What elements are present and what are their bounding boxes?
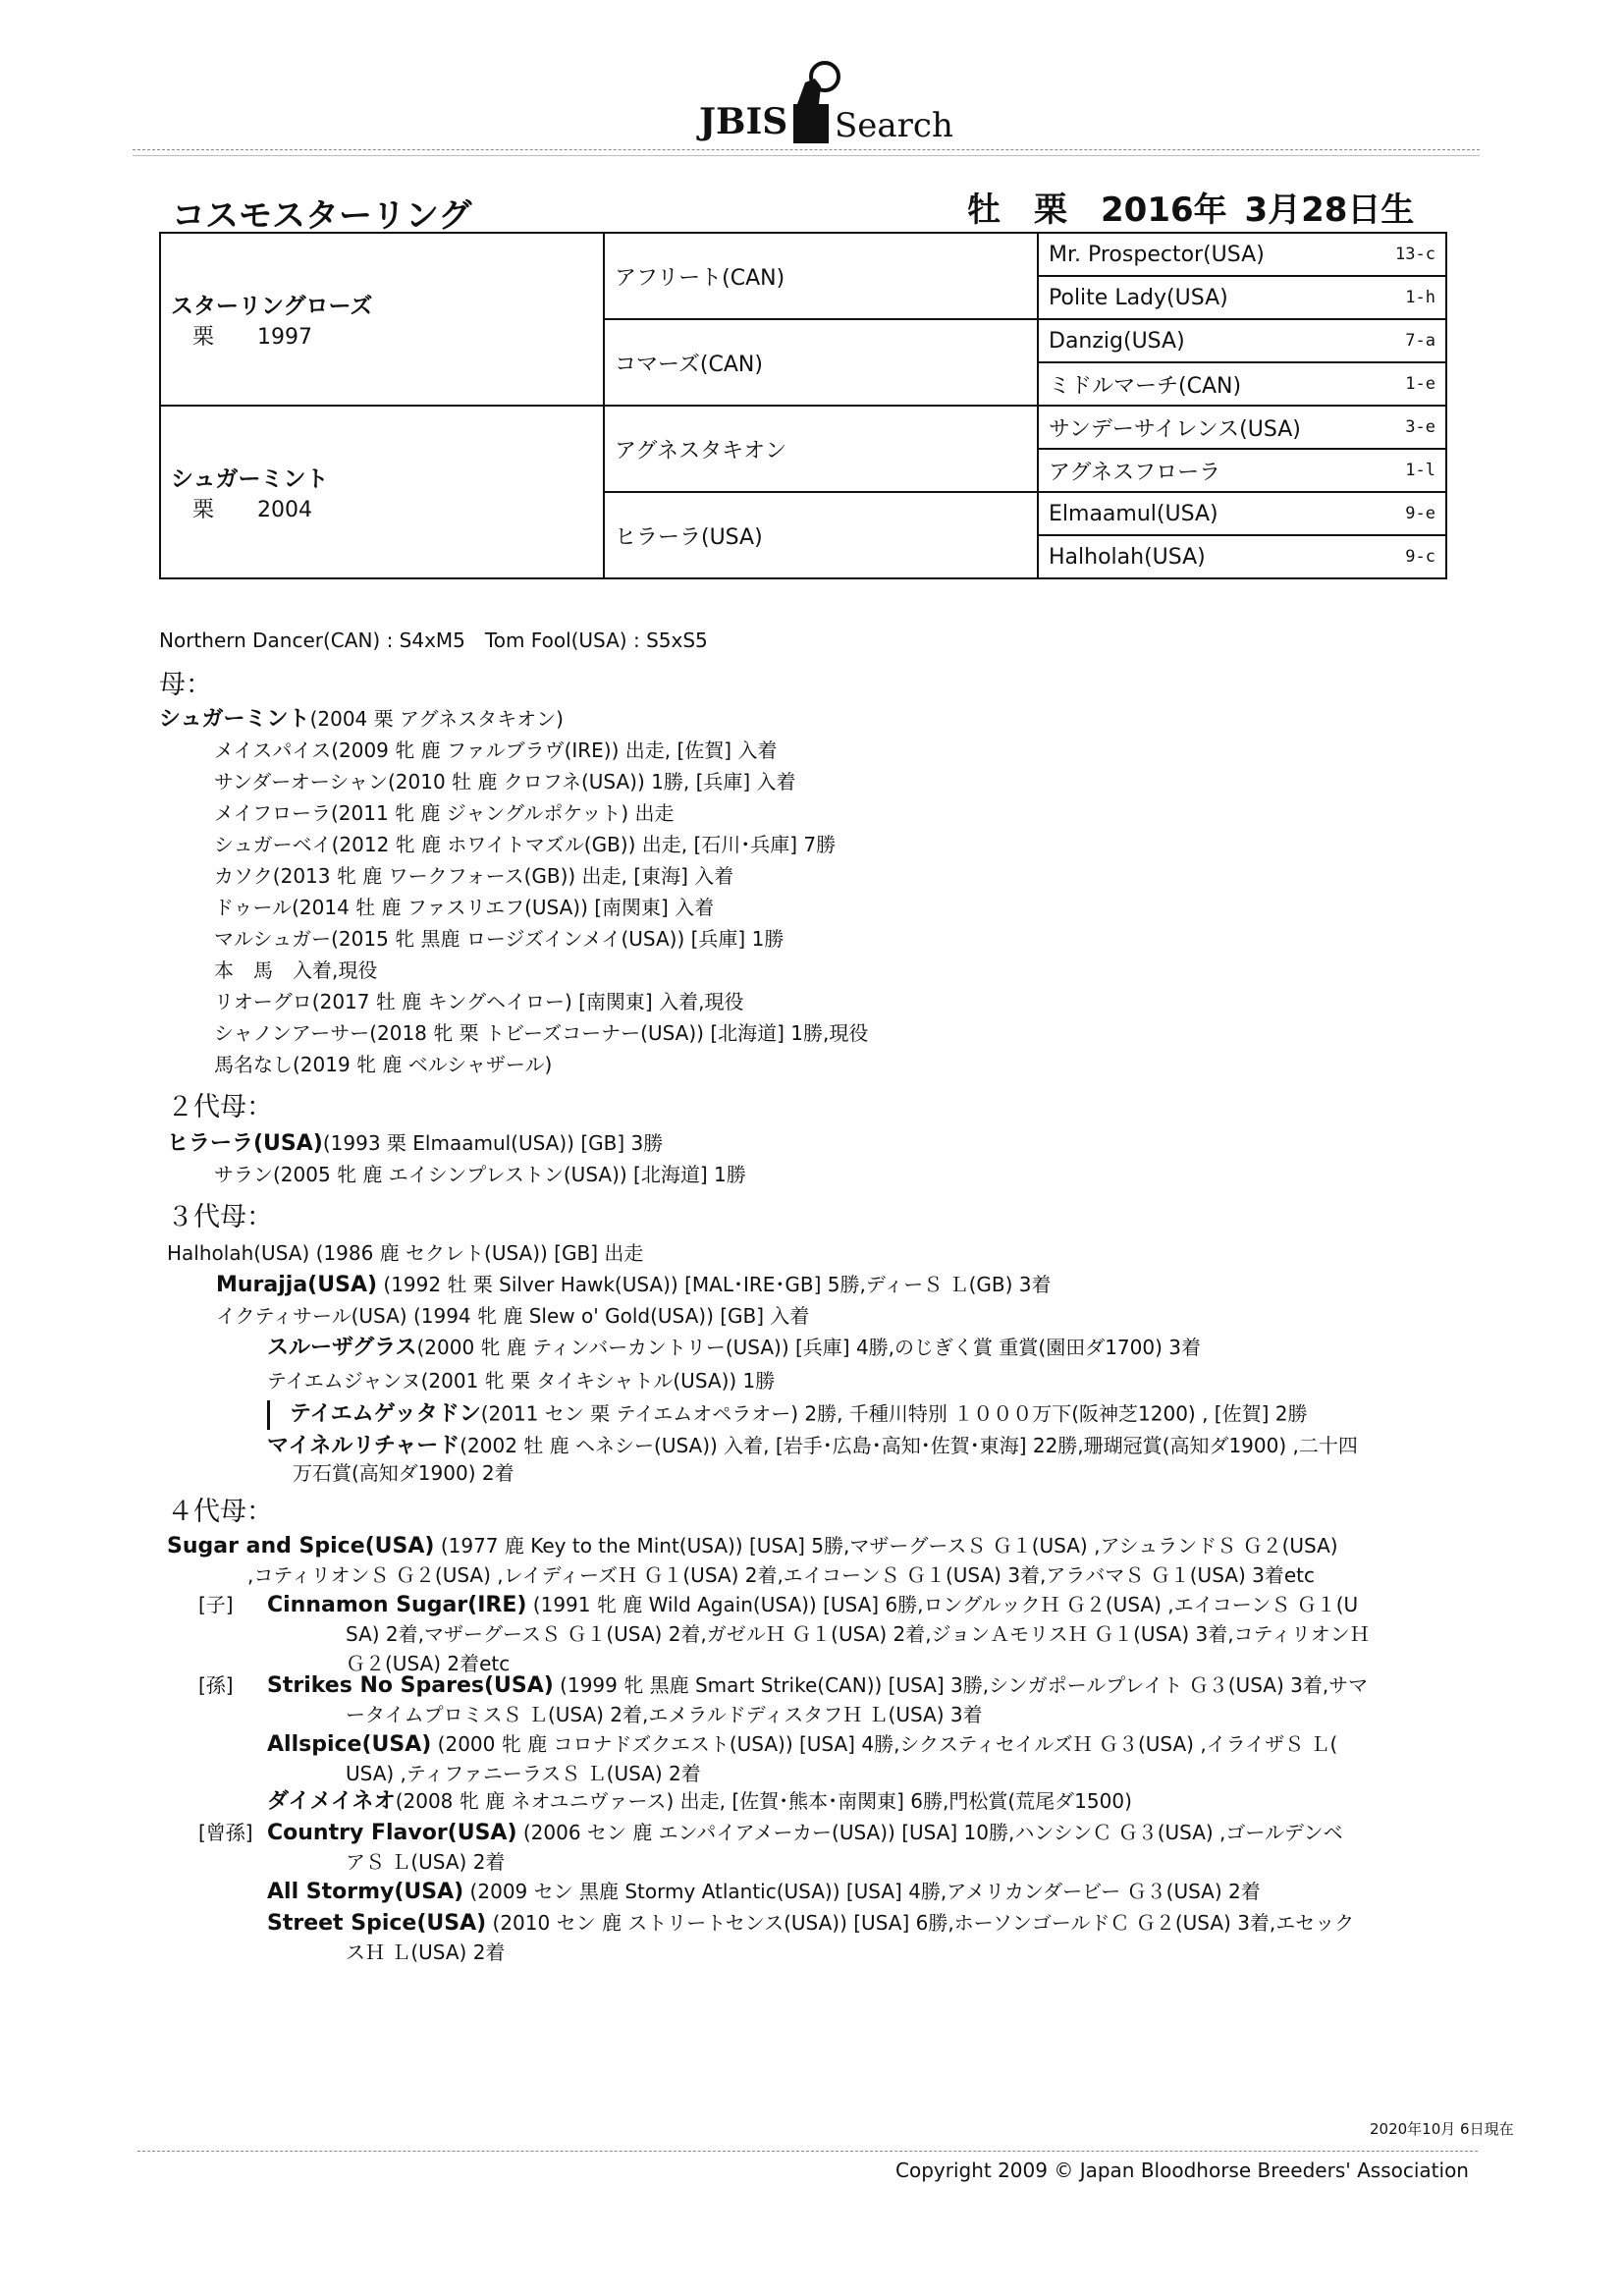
record-text: アＳ Ｌ(USA) 2着	[346, 1850, 506, 1874]
record-line	[159, 670, 212, 701]
record-line	[167, 1092, 273, 1123]
record-line	[214, 833, 836, 856]
g3-cell	[1038, 233, 1446, 276]
record-text: メイスパイス(2009 牝 鹿 ファルブラヴ(IRE)) 出走, [佐賀] 入着	[214, 738, 778, 762]
record-text: [曾孫]	[198, 1821, 253, 1844]
record-line	[167, 1241, 643, 1265]
record-text: サラン(2005 牝 鹿 エイシンプレストン(USA)) [北海道] 1勝	[214, 1163, 746, 1186]
record-line	[214, 801, 675, 825]
record-text: (2000 牝 鹿 ティンバーカントリー(USA)) [兵庫] 4勝,のじぎく賞 重賞(園田ダ1700) 3着	[416, 1336, 1201, 1359]
record-line	[293, 1461, 514, 1485]
horse-bold-name: ダイメイネオ	[267, 1789, 396, 1814]
g2-cell: アグネスタキオン	[604, 406, 1038, 492]
record-line	[267, 1400, 1308, 1430]
g3-cell	[1038, 319, 1446, 362]
horse-bold-name: マイネルリチャード	[267, 1434, 460, 1458]
record-line	[267, 1821, 1343, 1846]
horse-bold-name: Murajja(USA)	[216, 1273, 378, 1297]
record-line	[214, 958, 377, 982]
record-text: (1977 鹿 Key to the Mint(USA)) [USA] 5勝,マザーグースＳ Ｇ１(USA) ,アシュランドＳ Ｇ２(USA)	[434, 1534, 1338, 1558]
horse-info: 牡 栗 2016年 3月28日生	[967, 191, 1415, 230]
horse-bold-name: スルーザグラス	[267, 1336, 417, 1360]
sire-name: スターリングローズ	[171, 294, 373, 319]
horse-bold-name: シュガーミント	[159, 707, 310, 732]
family-number: 9-e	[1405, 504, 1435, 523]
pedigree-table	[159, 232, 1447, 579]
record-line	[267, 1880, 1261, 1905]
record-line	[267, 1732, 1337, 1758]
family-number: 3-e	[1405, 417, 1435, 437]
family-number: 1-l	[1405, 461, 1435, 480]
g3-name: Elmaamul(USA)	[1049, 501, 1218, 526]
record-line	[267, 1789, 1132, 1815]
record-line	[214, 990, 743, 1013]
record-line	[214, 896, 714, 919]
record-text: イクティサール(USA) (1994 牝 鹿 Slew o' Gold(USA)) [GB] 入着	[216, 1304, 810, 1328]
record-text: ドゥール(2014 牡 鹿 ファスリエフ(USA)) [南関東] 入着	[214, 896, 715, 919]
record-text: リオーグロ(2017 牡 鹿 キングヘイロー) [南関東] 入着,現役	[214, 990, 744, 1013]
horse-name: コスモスターリング	[172, 196, 472, 236]
logo-text-search: Search	[835, 106, 953, 145]
record-text: (1999 牝 黒鹿 Smart Strike(CAN)) [USA] 3勝,シンガポールプレイト Ｇ３(USA) 3着,サマ	[553, 1673, 1369, 1697]
record-line	[198, 1673, 234, 1697]
record-line	[214, 864, 733, 888]
horse-bold-name: ヒラーラ(USA)	[167, 1131, 323, 1156]
record-line	[267, 1434, 1358, 1459]
record-text: Ｇ２(USA) 2着etc	[346, 1652, 511, 1675]
dam-name: シュガーミント	[171, 466, 329, 492]
g2-cell: コマーズ(CAN)	[604, 319, 1038, 406]
record-text: スＨ Ｌ(USA) 2着	[346, 1941, 506, 1964]
header-rule-2	[133, 155, 1480, 156]
record-text: (2008 牝 鹿 ネオユニヴァース) 出走, [佐賀･熊本･南関東] 6勝,門松賞(荒尾ダ1500)	[395, 1789, 1132, 1813]
record-text: (1991 牝 鹿 Wild Again(USA)) [USA] 6勝,ロングルックＨ Ｇ２(USA) ,エイコーンＳ Ｇ１(U	[526, 1593, 1359, 1616]
g3-name: ミドルマーチ(CAN)	[1049, 373, 1242, 399]
record-line	[216, 1273, 1052, 1298]
record-line	[346, 1762, 701, 1785]
as-of-date: 2020年10月 6日現在	[1370, 2120, 1514, 2138]
record-line	[214, 1053, 552, 1076]
record-text: ,コティリオンＳ Ｇ２(USA) ,レイディーズＨ Ｇ１(USA) 2着,エイコーンＳ Ｇ１(USA) 3着,アラバマＳ Ｇ１(USA) 3着etc	[247, 1563, 1315, 1587]
record-text: ４代母：	[167, 1497, 273, 1527]
family-number: 7-a	[1405, 331, 1435, 351]
record-line	[346, 1850, 505, 1874]
record-text: (2002 牡 鹿 ヘネシー(USA)) 入着, [岩手･広島･高知･佐賀･東海] 22勝,珊瑚冠賞(高知ダ1900) ,二十四	[460, 1434, 1358, 1457]
sire-detail: 栗 1997	[192, 325, 312, 350]
horse-bold-name: Country Flavor(USA)	[267, 1821, 517, 1845]
record-text: (2006 セン 鹿 エンパイアメーカー(USA)) [USA] 10勝,ハンシンＣ Ｇ３(USA) ,ゴールデンベ	[516, 1821, 1343, 1844]
g3-name: サンデーサイレンス(USA)	[1049, 416, 1301, 442]
record-text: カソク(2013 牝 鹿 ワークフォース(GB)) 出走, [東海] 入着	[214, 864, 734, 888]
family-number: 13-c	[1395, 245, 1435, 264]
record-text: シュガーベイ(2012 牝 鹿 ホワイトマズル(GB)) 出走, [石川･兵庫] 7勝	[214, 833, 837, 856]
record-line	[247, 1563, 1315, 1587]
record-text: SA) 2着,マザーグースＳ Ｇ１(USA) 2着,ガゼルＨ Ｇ１(USA) 2着,ジョンＡモリスＨ Ｇ１(USA) 3着,コティリオンＨ	[346, 1622, 1370, 1646]
record-text: (1992 牡 栗 Silver Hawk(USA)) [MAL･IRE･GB] 5勝,ディーＳ Ｌ(GB) 3着	[377, 1273, 1052, 1296]
horse-bold-name: Sugar and Spice(USA)	[167, 1534, 435, 1558]
g3-cell	[1038, 492, 1446, 535]
horse-bold-name: テイエムゲッタドン	[290, 1401, 481, 1427]
record-line	[346, 1941, 505, 1964]
tree-bar	[267, 1400, 270, 1430]
record-text: ータイムプロミスＳ Ｌ(USA) 2着,エメラルドディスタフＨ Ｌ(USA) 3着	[346, 1703, 983, 1726]
record-line	[198, 1821, 253, 1844]
record-text: Halholah(USA) (1986 鹿 セクレト(USA)) [GB] 出走	[167, 1241, 644, 1265]
record-text: (2004 栗 アグネスタキオン)	[309, 707, 564, 731]
record-text: (1993 栗 Elmaamul(USA)) [GB] 3勝	[322, 1131, 664, 1155]
record-text: (2011 セン 栗 テイエムオペラオー) 2勝, 千種川特別 １０００万下(阪神芝1200) , [佐賀] 2勝	[480, 1401, 1308, 1426]
record-text: 母：	[159, 670, 212, 700]
inbreeding-note: Northern Dancer(CAN) : S4xM5 Tom Fool(USA) : S5xS5	[159, 629, 708, 652]
record-line	[159, 707, 564, 733]
record-text: USA) ,ティファニーラスＳ Ｌ(USA) 2着	[346, 1762, 701, 1785]
record-text: テイエムジャンヌ(2001 牝 栗 タイキシャトル(USA)) 1勝	[267, 1369, 776, 1393]
record-line	[214, 1163, 746, 1186]
family-number: 9-c	[1405, 547, 1435, 567]
record-line	[216, 1304, 809, 1328]
family-number: 1-e	[1405, 374, 1435, 394]
record-text: [子]	[198, 1593, 253, 1616]
record-line	[267, 1336, 1201, 1361]
record-line	[198, 1593, 253, 1616]
dam-detail: 栗 2004	[192, 498, 312, 522]
record-text: [孫]	[198, 1673, 234, 1697]
record-text: メイフローラ(2011 牝 鹿 ジャングルポケット) 出走	[214, 801, 675, 825]
horse-bold-name: Street Spice(USA)	[267, 1911, 487, 1936]
record-text: サンダーオーシャン(2010 牡 鹿 クロフネ(USA)) 1勝, [兵庫] 入着	[214, 770, 796, 793]
record-line	[167, 1202, 273, 1233]
record-text: シャノンアーサー(2018 牝 栗 トビーズコーナー(USA)) [北海道] 1勝,現役	[214, 1021, 869, 1045]
record-line	[267, 1911, 1354, 1937]
record-text: 馬名なし(2019 牝 鹿 ベルシャザール)	[214, 1053, 553, 1076]
record-text: 本 馬 入着,現役	[214, 958, 378, 982]
record-line	[214, 927, 784, 951]
g3-cell	[1038, 535, 1446, 578]
horse-bold-name: Allspice(USA)	[267, 1732, 432, 1757]
g3-name: アグネスフローラ	[1049, 460, 1221, 485]
record-line	[346, 1652, 510, 1675]
copyright: Copyright 2009 © Japan Bloodhorse Breeders' Association	[895, 2159, 1469, 2182]
g2-cell: アフリート(CAN)	[604, 233, 1038, 319]
logo-text-jbis: JBIS	[699, 101, 788, 142]
record-text: (2009 セン 黒鹿 Stormy Atlantic(USA)) [USA] 4勝,アメリカンダービー Ｇ３(USA) 2着	[463, 1880, 1261, 1903]
g3-name: Polite Lady(USA)	[1049, 285, 1228, 310]
g3-cell	[1038, 449, 1446, 492]
record-line	[167, 1131, 663, 1157]
footer-rule	[137, 2151, 1478, 2152]
horse-bold-name: Strikes No Spares(USA)	[267, 1673, 554, 1698]
g3-name: Halholah(USA)	[1049, 544, 1206, 570]
record-line	[267, 1369, 775, 1393]
record-line	[346, 1703, 983, 1726]
record-text: 万石賞(高知ダ1900) 2着	[293, 1461, 514, 1485]
g3-cell	[1038, 362, 1446, 406]
record-line	[214, 1021, 868, 1045]
dam-cell	[160, 406, 604, 578]
record-line	[214, 770, 796, 793]
sire-cell	[160, 233, 604, 406]
family-number: 1-h	[1405, 288, 1435, 307]
g3-name: Mr. Prospector(USA)	[1049, 242, 1265, 267]
record-text: ２代母：	[167, 1092, 273, 1122]
record-text: (2010 セン 鹿 ストリートセンス(USA)) [USA] 6勝,ホーソンゴールドＣ Ｇ２(USA) 3着,エセック	[486, 1911, 1355, 1935]
horse-bold-name: All Stormy(USA)	[267, 1880, 464, 1904]
record-line	[167, 1497, 273, 1528]
g3-cell	[1038, 406, 1446, 449]
g2-cell: ヒラーラ(USA)	[604, 492, 1038, 578]
record-text: ３代母：	[167, 1202, 273, 1232]
record-line	[267, 1593, 1358, 1618]
horse-bold-name: Cinnamon Sugar(IRE)	[267, 1593, 527, 1617]
record-line	[267, 1673, 1368, 1699]
record-text: (2000 牝 鹿 コロナドズクエスト(USA)) [USA] 4勝,シクスティセイルズＨ Ｇ３(USA) ,イライザＳ Ｌ(	[431, 1732, 1338, 1756]
header-rule	[133, 149, 1480, 150]
record-line	[346, 1622, 1370, 1646]
record-line	[167, 1534, 1338, 1559]
g3-cell	[1038, 276, 1446, 319]
record-text: マルシュガー(2015 牝 黒鹿 ロージズインメイ(USA)) [兵庫] 1勝	[214, 927, 785, 951]
record-line	[214, 738, 777, 762]
g3-name: Danzig(USA)	[1049, 328, 1185, 354]
